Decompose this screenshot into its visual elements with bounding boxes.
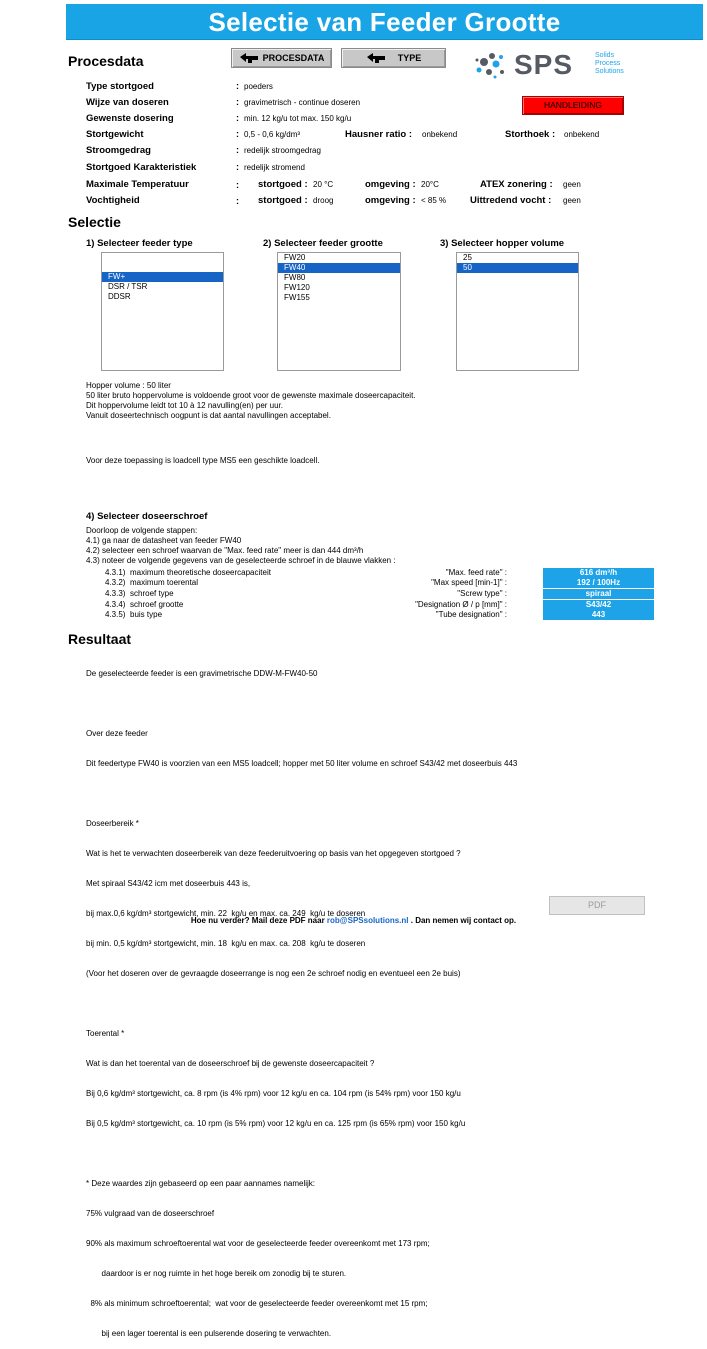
moist-omgeving-label: omgeving :: [365, 195, 416, 206]
char-value: redelijk stromend: [244, 163, 305, 172]
back-arrow-icon: [366, 52, 386, 64]
temp-omgeving-value: 20°C: [421, 180, 439, 189]
contact-email-link[interactable]: rob@SPSsolutions.nl: [326, 916, 409, 925]
sub-item-text: schroef type: [130, 589, 174, 598]
sub-item-num: 4.3.3): [105, 589, 126, 598]
list-item[interactable]: DSR / TSR: [108, 282, 148, 291]
angle-label: Storthoek :: [505, 129, 556, 140]
step1-label: 1) Selecteer feeder type: [86, 238, 193, 249]
sub-item-key: "Max. feed rate" :: [445, 568, 507, 577]
moist-stortgoed-value: droog: [313, 196, 334, 205]
resultaat-title: Resultaat: [68, 631, 132, 647]
list-item[interactable]: FW120: [284, 283, 310, 292]
feeder-size-list[interactable]: [277, 252, 401, 371]
list-item[interactable]: FW80: [284, 273, 306, 282]
temp-label: Maximale Temperatuur: [86, 179, 189, 190]
hopper-volume-list[interactable]: [456, 252, 579, 371]
footer-suffix: . Dan nemen wij contact op.: [410, 916, 517, 925]
hausner-label: Hausner ratio :: [345, 129, 413, 140]
selectie-title: Selectie: [68, 214, 121, 230]
loadcell-info: Voor deze toepassing is loadcell type MS5 een geschikte loadcell.: [86, 456, 320, 465]
list-item[interactable]: FW155: [284, 293, 310, 302]
footer-prefix: Hoe nu verder? Mail deze PDF naar: [190, 916, 325, 925]
title-banner: [66, 4, 703, 40]
temp-stortgoed-label: stortgoed :: [258, 179, 308, 190]
procesdata-title: Procesdata: [68, 53, 144, 69]
rate-value: min. 12 kg/u tot max. 150 kg/u: [244, 114, 352, 123]
sub-item-text: schroef grootte: [130, 600, 184, 609]
sps-logo: [474, 48, 634, 82]
flow-value: redelijk stroomgedrag: [244, 146, 321, 155]
moist-exit-label: Uittredend vocht :: [470, 195, 552, 206]
sub-item-key: "Max speed [min-1]" :: [431, 578, 507, 587]
procesdata-button[interactable]: [231, 48, 332, 68]
moist-label: Vochtigheid: [86, 195, 140, 206]
sub-item-key: "Screw type" :: [457, 589, 507, 598]
tube-designation-field[interactable]: 443: [543, 610, 654, 620]
sub-item-num: 4.3.5): [105, 610, 126, 619]
type-button-label: TYPE: [397, 53, 422, 63]
list-item[interactable]: FW+: [102, 272, 223, 282]
resultaat-text: De geselecteerde feeder is een gravimetrische DDW-M-FW40-50 Over deze feeder Dit feedertype FW40 is voorzien van een MS5 loadcell; hopper met 50 liter volume en schroef S43/42 met doseerbuis 443 Doseerbereik * Wat is het te verwachten doseerbereik van deze feederuitvoering op basis van het opgegeven stortgoed ? Met spiraal S43/42 icm met doseerbuis 443 is, bij max.0,6 kg/dm³ stortgewicht, min. 22 kg/u en max. ca. 249 kg/u te doseren bij min. 0,5 kg/dm³ stortgewicht, min. 18 kg/u en max. ca. 208 kg/u te doseren (Voor het doseren over de gevraagde doseerrange is nog een 2e schroef nodig en eventueel een 2e buis) Toerental * Wat is dan het toerental van de doseerschroef bij de gewenste doseercapaciteit ? Bij 0,6 kg/dm³ stortgewicht, ca. 8 rpm (is 4% rpm) voor 12 kg/u en ca. 104 rpm (is 54% rpm) voor 150 kg/u Bij 0,5 kg/dm³ stortgewicht, ca. 10 rpm (is 5% rpm) voor 12 kg/u en ca. 125 rpm (is 65% rpm) voor 150 kg/u * Deze waardes zijn gebaseerd op een paar aannames namelijk: 75% vulgraad van de doseerschroef 90% als maximum schroeftoerental wat voor de geselecteerde feeder overeenkomt met 173 rpm; daardoor is er nog ruimte in het hoge bereik om zonodig bij te sturen. 8% als minimum schroeftoerental; wat voor de geselecteerde feeder overeenkomt met 15 rpm; bij een lager toerental is een pulserende dosering te verwachten.: [86, 669, 518, 1338]
footer-note: [0, 916, 707, 925]
moist-stortgoed-label: stortgoed :: [258, 195, 308, 206]
weight-value: 0,5 - 0,6 kg/dm³: [244, 130, 301, 139]
back-arrow-icon: [239, 52, 259, 64]
moist-omgeving-value: < 85 %: [421, 196, 447, 205]
designation-field[interactable]: S43/42: [543, 600, 654, 610]
sub-item-key: "Tube designation" :: [435, 610, 507, 619]
dots-logo-icon: [474, 50, 510, 80]
page-title: Selectie van Feeder Grootte: [208, 7, 561, 37]
weight-label: Stortgewicht: [86, 129, 144, 140]
angle-value: onbekend: [564, 130, 600, 139]
dosing-value: gravimetrisch - continue doseren: [244, 98, 361, 107]
list-item[interactable]: DDSR: [108, 292, 131, 301]
temp-stortgoed-value: 20 °C: [313, 180, 334, 189]
max-speed-field[interactable]: 192 / 100Hz: [543, 578, 654, 588]
char-label: Stortgoed Karakteristiek: [86, 162, 197, 173]
list-item[interactable]: FW20: [284, 253, 306, 262]
dosing-label: Wijze van doseren: [86, 97, 169, 108]
sub-item-text: maximum theoretische doseercapaciteit: [130, 568, 271, 577]
screw-type-field[interactable]: spiraal: [543, 589, 654, 599]
logo-name: SPS: [514, 49, 574, 80]
hopper-info: Hopper volume : 50 liter 50 liter bruto hoppervolume is voldoende groot voor de gewenste maximale doseercapaciteit. Dit hoppervolume leidt tot 10 à 12 navulling(en) per uur. Vanuit doseertechnisch oogpunt is dat aantal navullingen acceptabel.: [86, 381, 416, 420]
step3-label: 3) Selecteer hopper volume: [440, 238, 565, 249]
type-value: poeders: [244, 82, 273, 91]
rate-label: Gewenste dosering: [86, 113, 174, 124]
temp-omgeving-label: omgeving :: [365, 179, 416, 190]
type-label: Type stortgoed: [86, 81, 154, 92]
step4-label: 4) Selecteer doseerschroef: [86, 511, 208, 522]
feeder-type-list[interactable]: [101, 252, 224, 371]
sub-item-text: maximum toerental: [130, 578, 199, 587]
list-item[interactable]: 25: [463, 253, 472, 262]
flow-label: Stroomgedrag: [86, 145, 151, 156]
sub-item-num: 4.3.1): [105, 568, 126, 577]
atex-label: ATEX zonering :: [480, 179, 553, 190]
sub-item-num: 4.3.2): [105, 578, 126, 587]
procesdata-button-label: PROCESDATA: [262, 53, 325, 63]
max-feed-rate-field[interactable]: 616 dm³/h: [543, 568, 654, 578]
sub-item-num: 4.3.4): [105, 600, 126, 609]
step2-label: 2) Selecteer feeder grootte: [263, 238, 383, 249]
moist-exit-value: geen: [563, 196, 581, 205]
list-item[interactable]: FW40: [278, 263, 400, 273]
step4-instructions: Doorloop de volgende stappen: 4.1) ga naar de datasheet van feeder FW40 4.2) selecteer een schroef waarvan de "Max. feed rate" meer is dan 444 dm³/h 4.3) noteer de volgende gegevens van de geselecteerde schroef in de blauwe vlakken :: [86, 526, 396, 565]
pdf-button[interactable]: PDF: [549, 896, 645, 915]
sub-item-text: buis type: [130, 610, 163, 619]
list-item[interactable]: 50: [457, 263, 578, 273]
logo-tagline: Solids Process Solutions: [595, 52, 624, 75]
manual-button[interactable]: HANDLEIDING: [522, 96, 624, 115]
type-button[interactable]: [341, 48, 446, 68]
sub-item-key: "Designation Ø / p [mm]" :: [415, 600, 507, 609]
hausner-value: onbekend: [422, 130, 458, 139]
atex-value: geen: [563, 180, 581, 189]
